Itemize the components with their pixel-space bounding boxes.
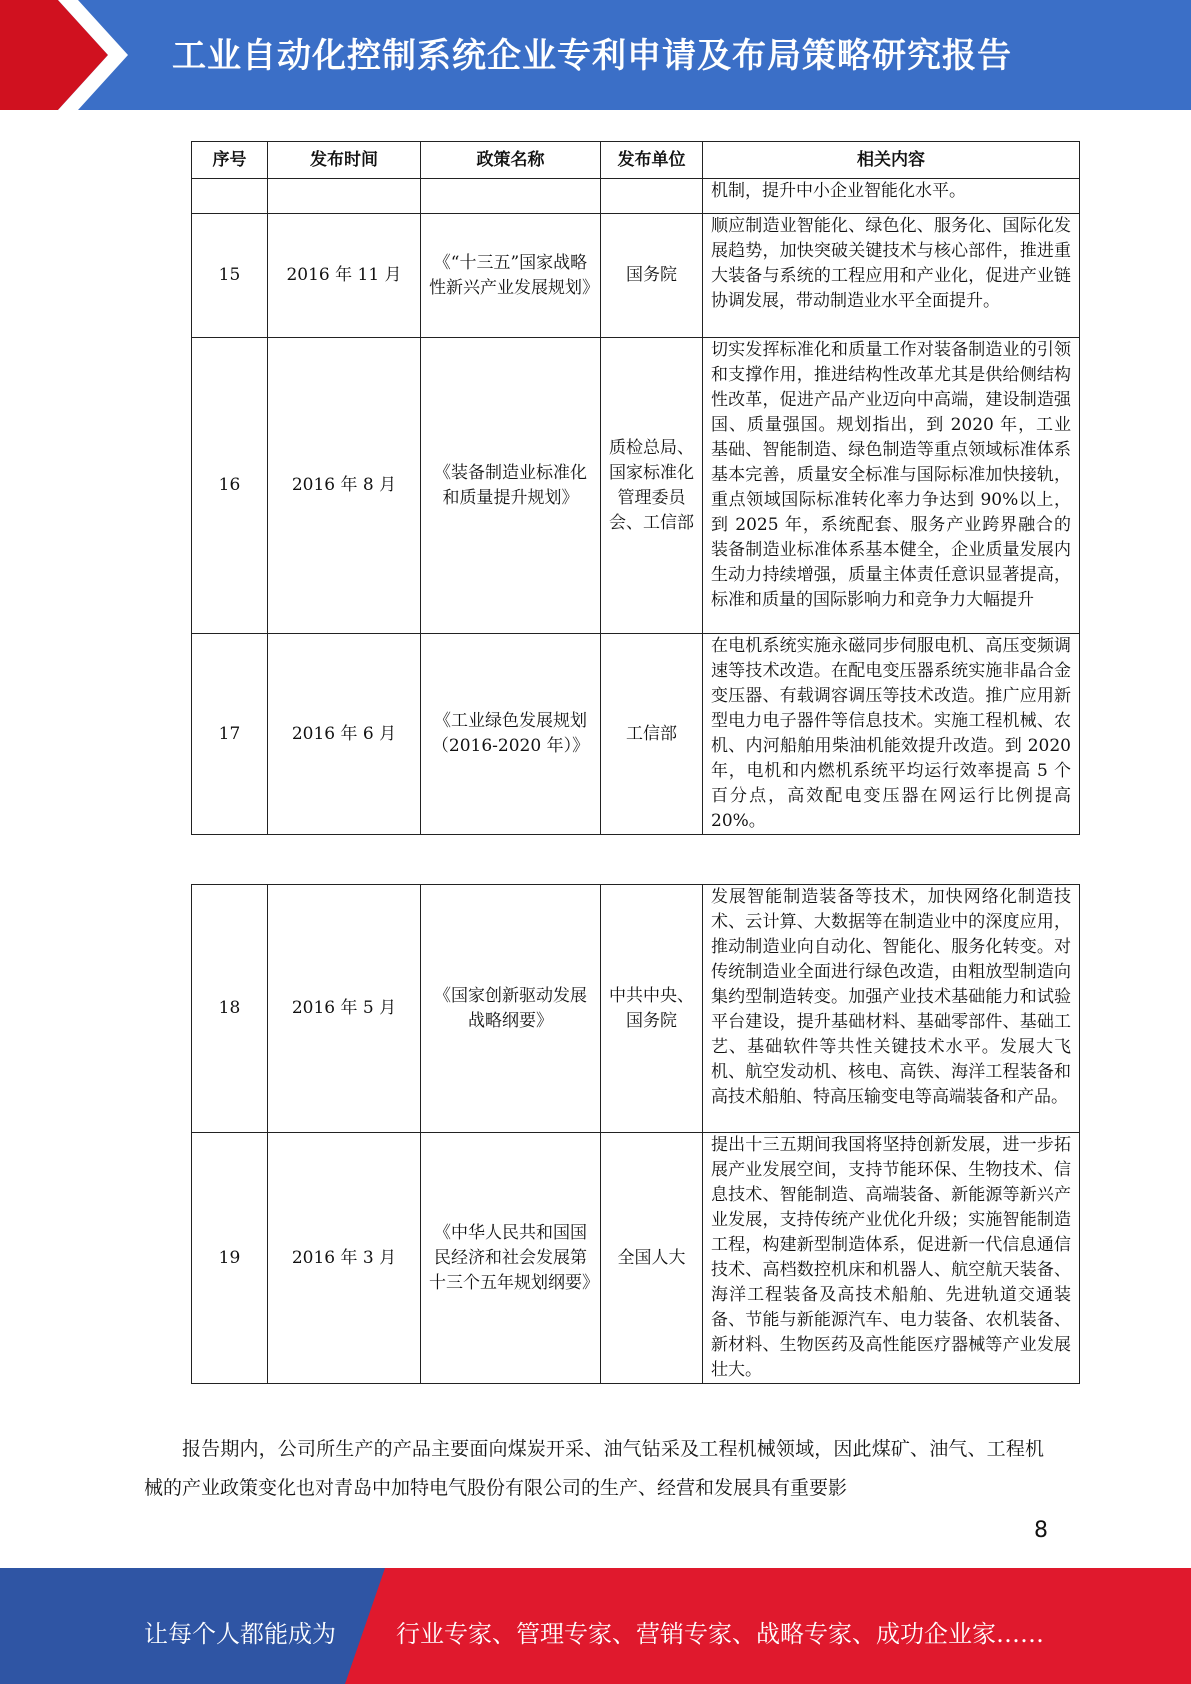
cell-name: 《装备制造业标准化和质量提升规划》 [421,338,601,634]
body-paragraph: 报告期内，公司所生产的产品主要面向煤炭开采、油气钻采及工程机械领域，因此煤矿、油气、工程机械的产业政策变化也对青岛中加特电气股份有限公司的生产、经营和发展具有重要影 [144,1438,1044,1499]
footer-banner [0,1568,1191,1684]
cell-no: 19 [192,1133,268,1384]
cell-no: 16 [192,338,268,634]
footer-slogan-right: 行业专家、管理专家、营销专家、战略专家、成功企业家…… [396,1620,1044,1648]
cell-no: 17 [192,634,268,835]
cell-name: 《工业绿色发展规划（2016-2020 年）》 [421,634,601,835]
col-header-no: 序号 [192,142,268,179]
cell-issuer: 工信部 [601,634,703,835]
body-paragraph-block [144,1430,1044,1508]
cell-name: 《国家创新驱动发展战略纲要》 [421,885,601,1133]
table-row [192,634,1080,835]
cell-date: 2016 年 11 月 [268,214,421,338]
col-header-date: 发布时间 [268,142,421,179]
cell-no: 18 [192,885,268,1133]
col-header-issuer: 发布单位 [601,142,703,179]
cell-name: 《“十三五”国家战略性新兴产业发展规划》 [421,214,601,338]
col-header-name: 政策名称 [421,142,601,179]
cell-date: 2016 年 6 月 [268,634,421,835]
header-red-arrow-decoration [0,0,150,110]
cell-content: 顺应制造业智能化、绿色化、服务化、国际化发展趋势，加快突破关键技术与核心部件，推进重大装备与系统的工程应用和产业化，促进产业链协调发展，带动制造业水平全面提升。 [703,214,1080,338]
cell-issuer: 质检总局、国家标准化管理委员会、工信部 [601,338,703,634]
policy-table-bottom [191,884,1080,1384]
table-row [192,214,1080,338]
col-header-content: 相关内容 [703,142,1080,179]
cell-issuer: 中共中央、国务院 [601,885,703,1133]
table-row [192,1133,1080,1384]
cell-content: 提出十三五期间我国将坚持创新发展，进一步拓展产业发展空间，支持节能环保、生物技术、信息技术、智能制造、高端装备、新能源等新兴产业发展，支持传统产业优化升级；实施智能制造工程，构建新型制造体系，促进新一代信息通信技术、高档数控机床和机器人、航空航天装备、海洋工程装备及高技术船舶、先进轨道交通装备、节能与新能源汽车、电力装备、农机装备、新材料、生物医药及高性能医疗器械等产业发展壮大。 [703,1133,1080,1384]
table-header-row [192,142,1080,179]
page-number: 8 [1034,1518,1048,1543]
cell-date: 2016 年 3 月 [268,1133,421,1384]
cell-date: 2016 年 5 月 [268,885,421,1133]
table-row-continued [192,179,1080,214]
policy-table-top [191,141,1080,835]
cell-content: 切实发挥标准化和质量工作对装备制造业的引领和支撑作用，推进结构性改革尤其是供给侧结构性改革，促进产品产业迈向中高端，建设制造强国、质量强国。规划指出，到 2020 年，工业基础、智能制造、绿色制造等重点领域标准体系基本完善，质量安全标准与国际标准加快接轨，重点领域国际标准转化率力争达到 90%以上，到 2025 年，系统配套、服务产业跨界融合的装备制造业标准体系基本健全，企业质量发展内生动力持续增强，质量主体责任意识显著提高，标准和质量的国际影响力和竞争力大幅提升 [703,338,1080,634]
cell-content: 在电机系统实施永磁同步伺服电机、高压变频调速等技术改造。在配电变压器系统实施非晶合金变压器、有载调容调压等技术改造。推广应用新型电力电子器件等信息技术。实施工程机械、农机、内河船舶用柴油机能效提升改造。到 2020 年，电机和内燃机系统平均运行效率提高 5 个百分点，高效配电变压器在网运行比例提高 20%。 [703,634,1080,835]
cell-content: 机制，提升中小企业智能化水平。 [703,179,1080,214]
cell-content: 发展智能制造装备等技术，加快网络化制造技术、云计算、大数据等在制造业中的深度应用，推动制造业向自动化、智能化、服务化转变。对传统制造业全面进行绿色改造，由粗放型制造向集约型制造转变。加强产业技术基础能力和试验平台建设，提升基础材料、基础零部件、基础工艺、基础软件等共性关键技术水平。发展大飞机、航空发动机、核电、高铁、海洋工程装备和高技术船舶、特高压输变电等高端装备和产品。 [703,885,1080,1133]
cell-name: 《中华人民共和国国民经济和社会发展第十三个五年规划纲要》 [421,1133,601,1384]
cell-issuer: 国务院 [601,214,703,338]
cell-date: 2016 年 8 月 [268,338,421,634]
footer-slogan-left: 让每个人都能成为 [144,1620,336,1648]
cell-no: 15 [192,214,268,338]
table-row [192,338,1080,634]
cell-issuer: 全国人大 [601,1133,703,1384]
table-row [192,885,1080,1133]
report-title: 工业自动化控制系统企业专利申请及布局策略研究报告 [172,36,1012,76]
header-banner [0,0,1191,110]
